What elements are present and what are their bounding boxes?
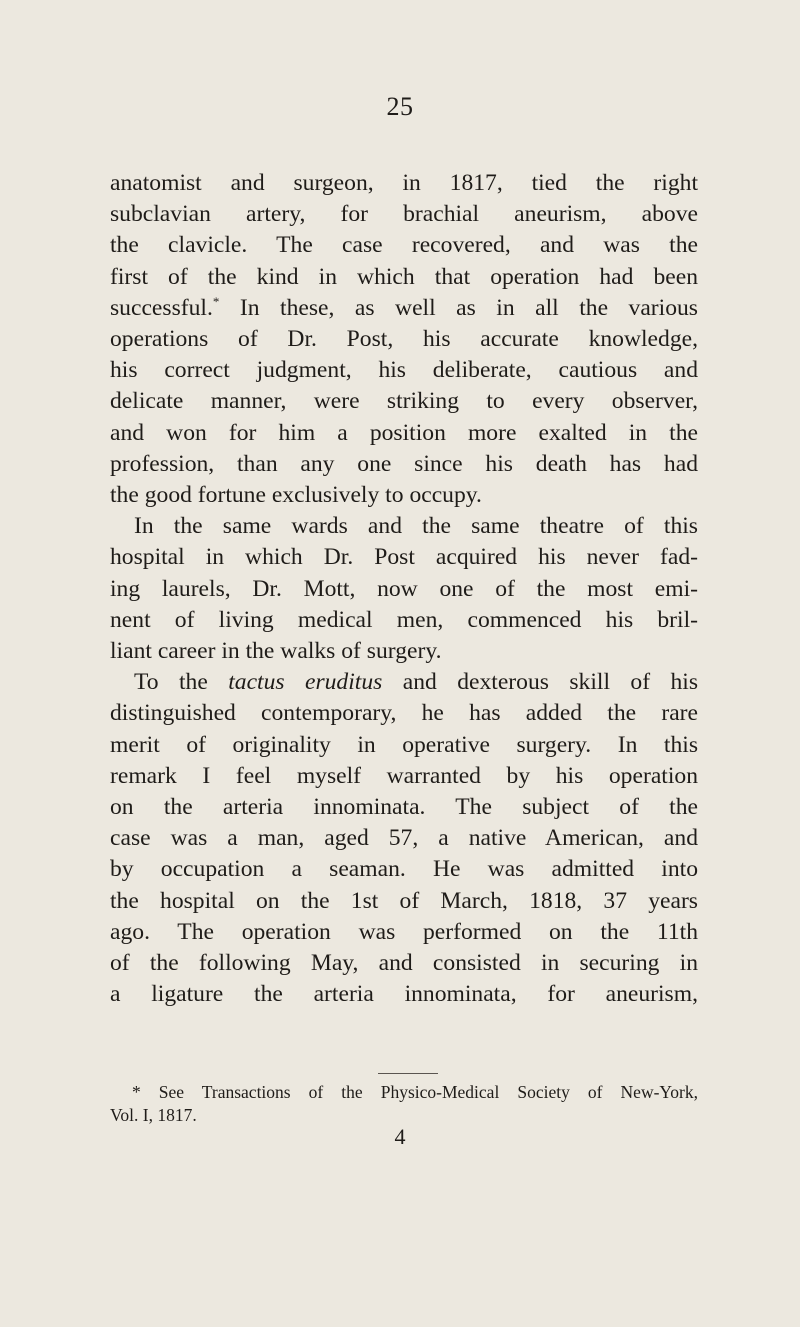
page-number: 25 (386, 92, 414, 121)
text-line: anatomist and surgeon, in 1817, tied the right (110, 170, 698, 196)
text-line: operations of Dr. Post, his accurate knowledge, (110, 326, 698, 353)
text-line: profession, than any one since his death has had (110, 450, 698, 477)
text-line: a ligature the arteria innominata, for aneurism, (110, 981, 698, 1008)
text-line: first of the kind in which that operation had been (110, 263, 698, 290)
text-line: liant career in the walks of surgery. (110, 638, 442, 665)
text-fragment: To the (134, 669, 229, 696)
text-line: ing laurels, Dr. Mott, now one of the most emi- (110, 575, 698, 602)
text-line: hospital in which Dr. Post acquired his never fad- (110, 544, 698, 571)
text-line: his correct judgment, his deliberate, cautious and (110, 357, 698, 384)
footnote-divider (378, 1073, 438, 1074)
text-line: the clavicle. The case recovered, and was the (110, 232, 698, 259)
text-line (110, 667, 698, 698)
footnote-line: Vol. I, 1817. (110, 1105, 197, 1125)
text-line: on the arteria innominata. The subject of the (110, 794, 698, 821)
text-line: and won for him a position more exalted in the (110, 419, 698, 446)
signature-mark: 4 (394, 1124, 406, 1149)
text-fragment: In these, as well as in all the various (219, 294, 698, 321)
text-line: the good fortune exclusively to occupy. (110, 482, 482, 509)
text-line: nent of living medical men, commenced his bril- (110, 606, 698, 633)
text-line: distinguished contemporary, he has added the rare (110, 700, 698, 727)
text-line: remark I feel myself warranted by his operation (110, 762, 698, 789)
text-line: the hospital on the 1st of March, 1818, 37 years (110, 887, 698, 914)
text-line: of the following May, and consisted in securing in (110, 950, 698, 977)
text-fragment: and dexterous skill of his (382, 669, 699, 696)
text-fragment: successful. (110, 294, 213, 321)
text-line: delicate manner, were striking to every observer, (110, 388, 698, 415)
footnote-marker: * (212, 293, 220, 309)
text-line: case was a man, aged 57, a native American, and (110, 825, 698, 852)
footnote (110, 1081, 698, 1127)
text-line: ago. The operation was performed on the 11th (110, 918, 698, 945)
text-line: In the same wards and the same theatre of this (134, 513, 698, 540)
text-line: subclavian artery, for brachial aneurism, above (110, 201, 698, 228)
text-line (110, 293, 698, 324)
italic-phrase: tactus eruditus (228, 669, 383, 696)
footnote-line: * See Transactions of the Physico-Medical Society of New-York, (132, 1082, 698, 1102)
text-line: by occupation a seaman. He was admitted into (110, 856, 698, 883)
text-line: merit of originality in operative surgery. In this (110, 731, 698, 758)
body-text (110, 168, 698, 1010)
